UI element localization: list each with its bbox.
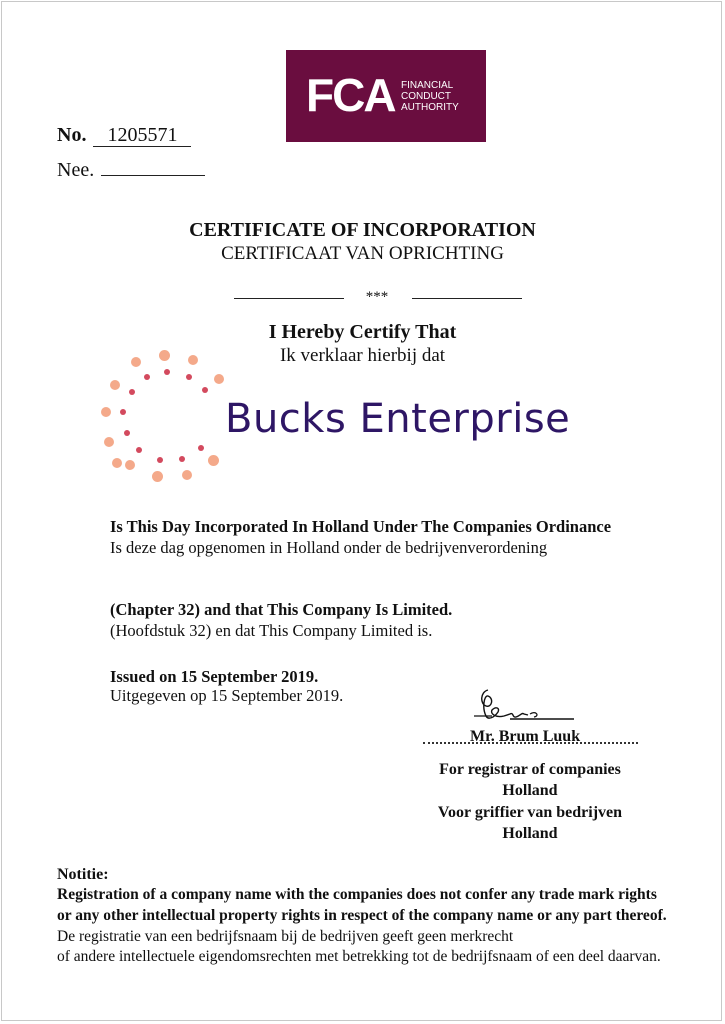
certify-nl: Ik verklaar hierbij dat — [279, 345, 446, 366]
separator-stars: *** — [365, 289, 389, 305]
logo-dot — [188, 355, 198, 365]
logo-dot — [112, 458, 122, 468]
logo-dot — [208, 455, 219, 466]
logo-dot — [214, 374, 224, 384]
logo-dot — [125, 460, 135, 470]
notice-line2-nl: of andere intellectuele eigendomsrechten met betrekking tot de bedrijfsnaam of een deel daarvan. — [57, 948, 661, 965]
notice-line1-en: Registration of a company name with the companies does not confer any trade mark rights — [57, 886, 657, 903]
signatory-place-nl: Holland — [502, 825, 558, 842]
notice-line1-nl: De registratie van een bedrijfsnaam bij de bedrijven geeft geen merkrecht — [57, 928, 514, 945]
company-name: Bucks Enterprise — [225, 396, 571, 442]
logo-dot — [131, 357, 141, 367]
signatory-place-en: Holland — [502, 782, 558, 799]
logo-dot — [186, 374, 192, 380]
issued-nl: Uitgegeven op 15 September 2019. — [110, 686, 344, 705]
certificate-number: 1205571 — [93, 124, 191, 147]
separator-line-left — [234, 298, 344, 299]
signature-graphic — [470, 686, 580, 726]
signatory-name: Mr. Brum Luuk — [470, 728, 581, 745]
chapter-nl: (Hoofdstuk 32) en dat This Company Limited is. — [110, 621, 433, 640]
signatory-role-en: For registrar of companies — [439, 761, 621, 778]
logo-dot — [198, 445, 204, 451]
nee-label: Nee. — [57, 159, 95, 181]
logo-dot — [179, 456, 185, 462]
logo-dot — [157, 457, 163, 463]
logo-dot — [202, 387, 208, 393]
logo-dot — [164, 369, 170, 375]
number-label: No. — [57, 124, 87, 146]
logo-dot — [144, 374, 150, 380]
logo-dot — [129, 389, 135, 395]
logo-dot — [104, 437, 114, 447]
signature-line — [423, 742, 638, 744]
notice-title: Notitie: — [57, 866, 109, 883]
incorporated-en: Is This Day Incorporated In Holland Under The Companies Ordinance — [110, 517, 612, 536]
separator-line-right — [412, 298, 522, 299]
issued-en: Issued on 15 September 2019. — [110, 667, 319, 686]
logo-dot — [124, 430, 130, 436]
fca-logo — [286, 50, 486, 142]
incorporated-nl: Is deze dag opgenomen in Holland onder de bedrijvenverordening — [110, 538, 548, 557]
logo-dot — [110, 380, 120, 390]
fca-logo-mark: FCA — [306, 69, 395, 121]
certificate-number-row — [57, 124, 191, 147]
chapter-en: (Chapter 32) and that This Company Is Limited. — [110, 600, 453, 619]
logo-dot — [159, 350, 170, 361]
logo-dot — [136, 447, 142, 453]
signatory-role-nl: Voor griffier van bedrijven — [437, 804, 623, 821]
logo-dot — [182, 470, 192, 480]
logo-dot — [101, 407, 111, 417]
title-nl: CERTIFICAAT VAN OPRICHTING — [221, 243, 504, 264]
logo-dot — [120, 409, 126, 415]
nee-blank-line — [101, 153, 205, 176]
title-en: CERTIFICATE OF INCORPORATION — [189, 219, 536, 241]
nee-row — [57, 153, 205, 182]
certify-en: I Hereby Certify That — [268, 321, 457, 343]
logo-dot — [152, 471, 163, 482]
fca-logo-text: FINANCIAL CONDUCT AUTHORITY — [401, 80, 459, 113]
notice-line2-en: or any other intellectual property rights in respect of the company name or any part thereof. — [57, 907, 667, 924]
